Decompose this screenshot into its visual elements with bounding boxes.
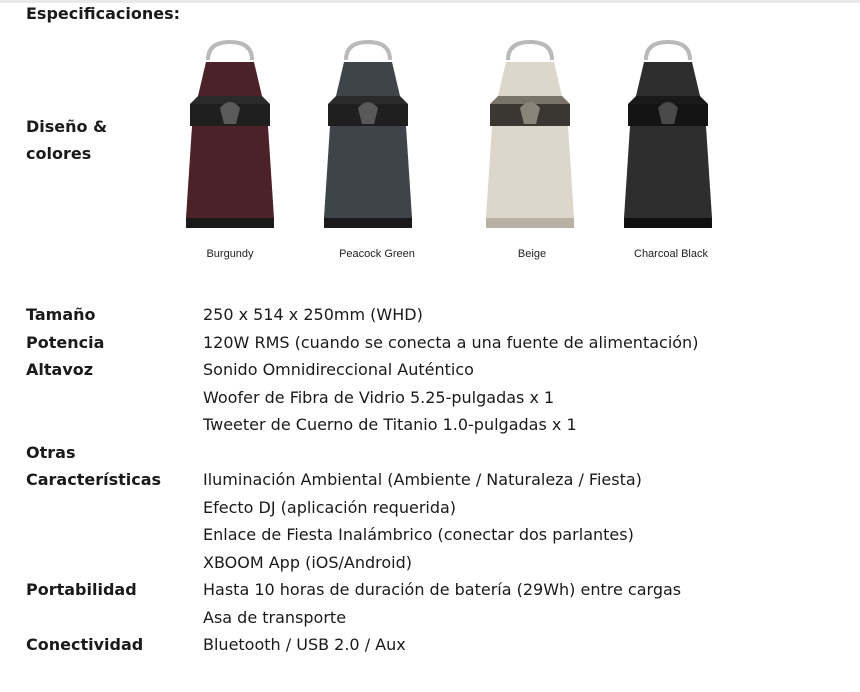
spec-label: Tamaño xyxy=(26,305,96,324)
design-colors-label: Diseño & colores xyxy=(26,117,108,163)
spec-row-otras-3 xyxy=(0,521,860,548)
spec-value: Efecto DJ (aplicación requerida) xyxy=(203,498,457,517)
spec-row-altavoz xyxy=(0,356,860,383)
spec-value: 120W RMS (cuando se conecta a una fuente de alimentación) xyxy=(203,333,699,352)
spec-value: Bluetooth / USB 2.0 / Aux xyxy=(203,635,406,654)
spec-value: Woofer de Fibra de Vidrio 5.25-pulgadas x 1 xyxy=(203,388,555,407)
speaker-image-charcoal-black xyxy=(608,38,728,238)
spec-row-otras-4 xyxy=(0,549,860,576)
speaker-image-beige xyxy=(470,38,590,238)
speaker-image-burgundy xyxy=(170,38,290,238)
caption-peacock-green: Peacock Green xyxy=(339,248,415,260)
spec-label: Otras xyxy=(26,443,76,462)
spec-value: Hasta 10 horas de duración de batería (29Wh) entre cargas xyxy=(203,580,682,599)
spec-value: 250 x 514 x 250mm (WHD) xyxy=(203,305,423,324)
speaker-image-peacock-green xyxy=(308,38,428,238)
section-title: Especificaciones: xyxy=(26,4,180,23)
caption-charcoal-black: Charcoal Black xyxy=(634,248,708,260)
spec-label: Portabilidad xyxy=(26,580,137,599)
caption-burgundy: Burgundy xyxy=(206,248,254,260)
spec-row-portabilidad-2 xyxy=(0,604,860,631)
spec-row-potencia xyxy=(0,329,860,356)
spec-row-portabilidad xyxy=(0,576,860,603)
spec-value: Iluminación Ambiental (Ambiente / Naturaleza / Fiesta) xyxy=(203,470,642,489)
spec-value: Enlace de Fiesta Inalámbrico (conectar dos parlantes) xyxy=(203,525,634,544)
spec-value: Sonido Omnidireccional Auténtico xyxy=(203,360,474,379)
spec-value: Asa de transporte xyxy=(203,608,347,627)
spec-row-tamano xyxy=(0,301,860,328)
spec-label: Altavoz xyxy=(26,360,94,379)
caption-beige: Beige xyxy=(517,248,547,260)
spec-row-otras-label xyxy=(0,439,860,466)
spec-value: Tweeter de Cuerno de Titanio 1.0-pulgadas x 1 xyxy=(203,415,577,434)
top-divider xyxy=(0,0,860,3)
spec-label: Potencia xyxy=(26,333,105,352)
spec-row-otras-2 xyxy=(0,494,860,521)
spec-row-altavoz-3 xyxy=(0,411,860,438)
spec-row-altavoz-2 xyxy=(0,384,860,411)
spec-label: Características xyxy=(26,470,162,489)
spec-row-otras xyxy=(0,466,860,493)
spec-label: Conectividad xyxy=(26,635,144,654)
spec-value: XBOOM App (iOS/Android) xyxy=(203,553,413,572)
spec-row-conectividad xyxy=(0,631,860,658)
